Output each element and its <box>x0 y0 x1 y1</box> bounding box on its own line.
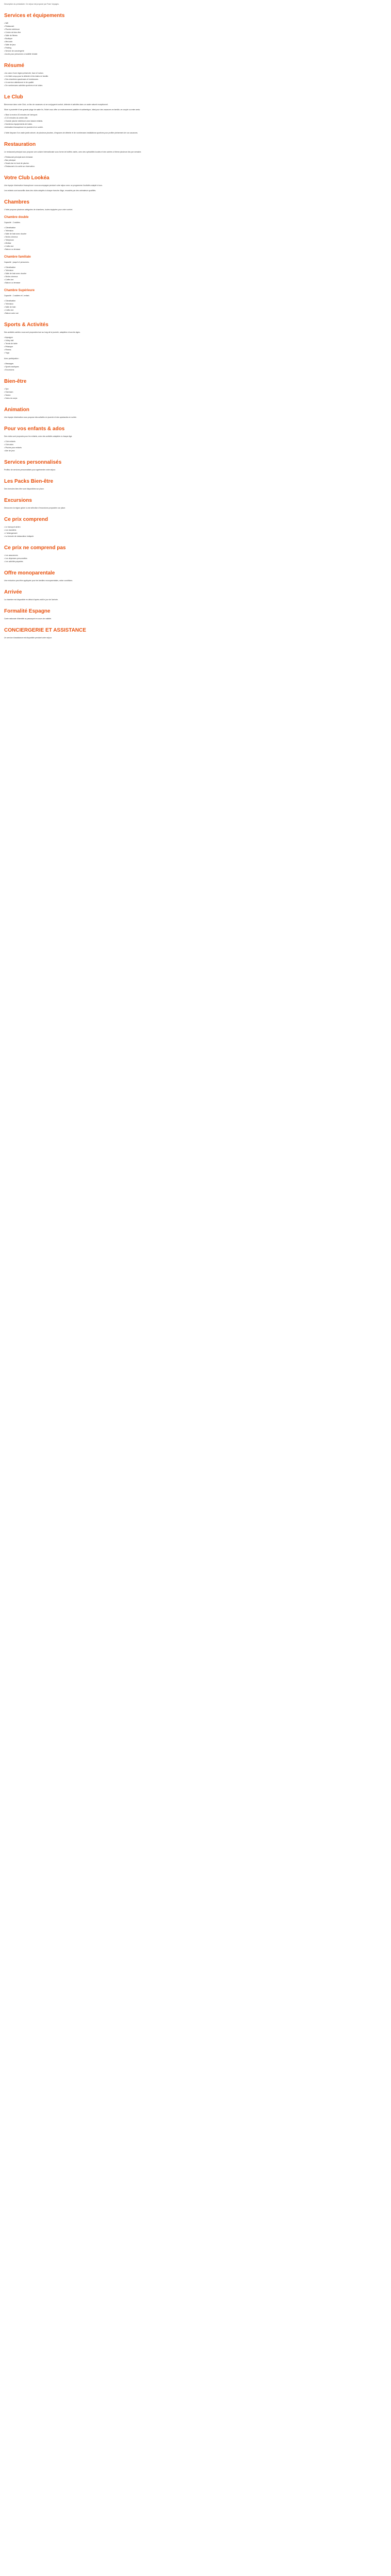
section-title: Ce prix ne comprend pas <box>4 545 66 551</box>
paragraph: Carte nationale d'identité ou passeport en cours de validité. <box>4 618 52 620</box>
paragraph: Bienvenue dans votre Club, un lieu de vacances où se conjuguent confort, détente et activités dans un cadre naturel exceptionnel. <box>4 104 108 106</box>
paragraph: Capacité : jusqu'à 4 personnes. <box>4 261 29 263</box>
list-item: • Balcon ou terrasse <box>4 282 21 284</box>
list-item: • Des chambres spacieuses et lumineuses. <box>4 78 39 80</box>
bullet-list <box>4 22 387 56</box>
bullet-list <box>4 526 387 538</box>
list-item: • Sèche-cheveux <box>4 276 18 278</box>
paragraph: Des formules bien-être sont disponibles sur place. <box>4 488 44 490</box>
paragraph: Découvrez la région grâce à une sélection d'excursions proposées sur place. <box>4 507 66 509</box>
section-title: Chambres <box>4 199 29 205</box>
list-item: • Parking <box>4 47 12 49</box>
section-title: Ce prix comprend <box>4 517 48 522</box>
list-item: • Club ados <box>4 444 13 446</box>
page <box>0 0 391 639</box>
list-item: • Pétanque <box>4 346 13 348</box>
list-item: • Les assurances <box>4 554 18 556</box>
list-item: • Au cœur d'une région préservée, face à l'océan. <box>4 72 44 74</box>
list-item: • Sauna <box>4 394 11 396</box>
list-item: • Piscine extérieure <box>4 28 20 30</box>
list-item: • L'hébergement <box>4 532 18 534</box>
list-item: • Un hôtel conçu pour la détente et les loisirs en famille. <box>4 75 49 77</box>
bullet-list <box>4 227 387 251</box>
list-item: • Télévision <box>4 230 13 232</box>
list-item: • Volley-ball <box>4 340 14 342</box>
list-item: • Balcon ou terrasse <box>4 248 21 250</box>
bullet-list <box>4 388 387 400</box>
section-title: Restauration <box>4 142 36 147</box>
list-item: • La formule de restauration indiquée <box>4 535 34 537</box>
list-item: • Sports nautiques <box>4 366 19 368</box>
list-item: • Boutique <box>4 38 13 40</box>
list-item: • Nombreux équipements de loisirs. <box>4 123 33 125</box>
list-item: • Les dépenses personnelles <box>4 557 27 560</box>
list-item: • Soins du corps <box>4 397 18 399</box>
list-item: • Service de conciergerie <box>4 50 24 52</box>
paragraph: Une équipe d'animation vous propose des activités en journée et des spectacles en soirée. <box>4 416 77 418</box>
section-title: CONCIERGERIE ET ASSISTANCE <box>4 628 86 633</box>
list-item: • Grande piscine extérieure avec bassin enfants. <box>4 120 43 122</box>
paragraph: Des activités variées vous sont proposées tout au long de la journée, adaptées à tous les âges. <box>4 331 80 333</box>
section-title: Excursions <box>4 498 32 503</box>
list-item: • À 10 minutes du centre-ville. <box>4 117 28 119</box>
bullet-list <box>4 300 387 315</box>
list-item: • Tennis de table <box>4 343 18 345</box>
bullet-list <box>4 266 387 284</box>
bullet-list <box>4 363 387 371</box>
bullet-list <box>4 336 387 354</box>
list-item: • Salle de bain avec douche <box>4 233 27 235</box>
subsection-title: Chambre double <box>4 216 29 219</box>
list-item: • Restaurant à la carte sur réservation. <box>4 165 35 167</box>
section-title: Le Club <box>4 94 23 100</box>
list-item: • Salle de jeux <box>4 44 16 46</box>
section-title: Formalité Espagne <box>4 608 51 614</box>
paragraph: Situé à proximité d'une grande plage de sable fin, l'hôtel vous offre un environnement paisible et authentique, idéal pour des vacances en famille, en couple ou entre amis. <box>4 109 140 111</box>
list-item: • Télévision <box>4 303 13 305</box>
list-item: • Un service attentionné et de qualité. <box>4 81 35 83</box>
section-title: Arrivée <box>4 589 22 595</box>
list-item: • Centre de bien-être <box>4 31 21 33</box>
section-title: Services et équipements <box>4 13 65 19</box>
list-item: • Les activités payantes <box>4 561 23 563</box>
bullet-list <box>4 440 387 452</box>
paragraph: Un service d'assistance est disponible pendant votre séjour. <box>4 637 52 639</box>
list-item: • Club enfants <box>4 440 15 443</box>
list-item: • Les transferts <box>4 529 17 531</box>
list-item: • Mini-club <box>4 41 13 43</box>
list-item: • Salle de bain avec douche <box>4 273 27 275</box>
list-item: • Excursions <box>4 369 14 371</box>
paragraph: La chambre est disponible en début d'après-midi le jour de l'arrivée. <box>4 599 58 601</box>
list-item: • Aquagym <box>4 336 13 338</box>
paragraph: Une réduction peut être appliquée pour les familles monoparentales, selon conditions. <box>4 580 73 582</box>
paragraph: Profitez de services personnalisés pour agrémenter votre séjour. <box>4 469 56 471</box>
subsection-title: Chambre familiale <box>4 256 31 259</box>
list-item: • Animation francophone en journée et en soirée. <box>4 126 43 128</box>
section-title: Votre Club Lookéa <box>4 175 50 181</box>
list-item: • Sèche-cheveux <box>4 236 18 238</box>
list-item: • Fitness <box>4 349 11 351</box>
list-item: • Bar principal. <box>4 159 16 161</box>
paragraph: Des clubs sont proposés pour les enfants, avec des activités adaptées à chaque âge. <box>4 435 73 437</box>
list-item: • Climatisation <box>4 300 16 302</box>
section-title: Sports & Activités <box>4 322 48 328</box>
list-item: • Minibar <box>4 242 11 244</box>
paragraph: Avec participation : <box>4 358 20 360</box>
list-item: • Massages <box>4 363 14 365</box>
bullet-list <box>4 554 387 563</box>
list-item: • Le transport aérien <box>4 526 21 528</box>
list-item: • Hammam <box>4 391 13 393</box>
list-item: • De nombreuses activités sportives et de loisirs. <box>4 84 43 87</box>
list-item: • Yoga <box>4 352 9 354</box>
list-item: • Télévision <box>4 269 13 272</box>
paragraph: Les enfants sont accueillis dans des clubs adaptés à chaque tranche d'âge, encadrés par des animateurs qualifiés. <box>4 190 96 192</box>
list-item: • Situé à environ 30 minutes de l'aéroport. <box>4 114 38 116</box>
bullet-list <box>4 156 387 168</box>
paragraph: Une équipe d'animation francophone vous accompagne pendant votre séjour avec un programme d'activités adapté à tous. <box>4 184 103 187</box>
section-title: Services personnalisés <box>4 460 62 465</box>
paragraph: L'hôtel dispose d'un vaste jardin arboré, de plusieurs piscines, d'espaces de détente et de nombreuses installations sportives pour profiter pleinement de vos vacances. <box>4 132 138 134</box>
section-title: Pour vos enfants & ados <box>4 426 65 432</box>
paragraph: Capacité : 2 adultes. <box>4 222 21 224</box>
list-item: • Wifi <box>4 22 9 24</box>
list-item: • Snack-bar en bord de piscine. <box>4 162 29 164</box>
paragraph: Le restaurant principal vous propose une cuisine internationale sous forme de buffets variés, avec des spécialités locales et des soirées à thème plusieurs fois par semaine. <box>4 151 142 153</box>
section-title: Bien-être <box>4 379 27 384</box>
section-title: Offre monoparentale <box>4 570 55 576</box>
list-item: • Salle de fitness <box>4 35 18 37</box>
content <box>4 13 387 639</box>
list-item: • Balcon avec vue <box>4 312 19 314</box>
intro-text: Description du prestataire: Ce séjour est proposé par Fram Voyages. <box>4 3 59 5</box>
paragraph: L'hôtel propose plusieurs catégories de chambres, toutes équipées pour votre confort. <box>4 209 73 211</box>
list-item: • Salle de bain <box>4 306 16 308</box>
section-title: Résumé <box>4 63 24 69</box>
bullet-list <box>4 114 387 129</box>
list-item: • Piscine pour enfants <box>4 447 22 449</box>
subsection-title: Chambre Supérieure <box>4 289 35 292</box>
list-item: • Coffre-fort <box>4 309 13 311</box>
list-item: • Climatisation <box>4 227 16 229</box>
paragraph: Capacité : 2 adultes et 1 enfant. <box>4 295 30 297</box>
list-item: • Téléphone <box>4 239 14 241</box>
bullet-list <box>4 72 387 87</box>
list-item: • Restaurant principal avec terrasse. <box>4 156 34 158</box>
list-item: • Spa <box>4 388 9 390</box>
section-title: Les Packs Bien-être <box>4 479 54 484</box>
list-item: • Coffre-fort <box>4 279 13 281</box>
list-item: • Coffre-fort <box>4 245 13 247</box>
list-item: • Aire de jeux <box>4 450 15 452</box>
list-item: • Restaurant <box>4 25 14 27</box>
section-title: Animation <box>4 407 29 413</box>
list-item: • Accès pour personnes à mobilité réduite <box>4 53 38 55</box>
list-item: • Climatisation <box>4 266 16 268</box>
